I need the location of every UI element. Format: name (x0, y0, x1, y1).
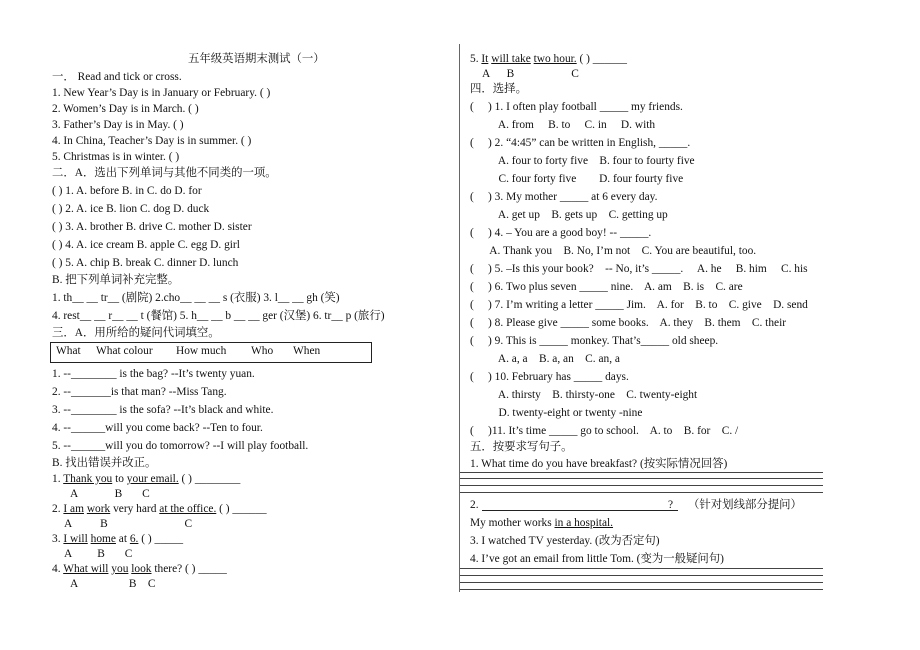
writing-q2: 2. (470, 499, 479, 511)
pronoun-item: 1. --________ is the bag? --It’s twenty yuan. (52, 368, 255, 380)
word-bank-item: When (293, 345, 321, 357)
word-bank-item: Who (251, 345, 274, 357)
error-letters: A B C (482, 68, 579, 80)
choice-line: ( ) 4. – You are a good boy! -- _____. (470, 227, 652, 239)
writing-q1: 1. What time do you have breakfast? (按实际情况回答) (470, 458, 728, 470)
writing-q2-hint: （针对划线部分提问） (688, 499, 802, 511)
error-item-1: 1. Thank you to your email. ( ) ________ (52, 473, 241, 485)
answer-rule (460, 568, 823, 569)
word-bank-box (50, 342, 372, 363)
choice-line: A. Thank you B. No, I’m not C. You are beautiful, too. (470, 245, 757, 257)
choice-line: A. get up B. gets up C. getting up (470, 209, 668, 221)
answer-rule (460, 582, 823, 583)
tick-item: 4. In China, Teacher’s Day is in summer. ( ) (52, 135, 252, 147)
error-letters: A B C (64, 548, 133, 560)
error-item-3: 3. I will home at 6. ( ) _____ (52, 533, 184, 545)
odd-one-out-item: ( ) 2. A. ice B. lion C. dog D. duck (52, 203, 210, 215)
odd-one-out-item: ( ) 1. A. before B. in C. do D. for (52, 185, 202, 197)
choice-line: ( ) 8. Please give _____ some books. A. they B. them C. their (470, 317, 787, 329)
spelling-line: 1. th__ __ tr__ (剧院) 2.cho__ __ __ s (衣服) 3. l__ __ gh (笑) (52, 292, 340, 304)
tick-item: 3. Father’s Day is in May. ( ) (52, 119, 184, 131)
section-3a-header: 三．A．用所给的疑问代词填空。 (52, 327, 220, 339)
answer-rule (460, 589, 823, 590)
choice-line: C. four forty five D. four fourty five (470, 173, 684, 185)
choice-line: A. a, a B. a, an C. an, a (470, 353, 620, 365)
error-item-5: 5. It will take two hour. ( ) ______ (470, 53, 627, 65)
word-bank-item: What (56, 345, 81, 357)
column-divider (459, 44, 460, 592)
error-item-2: 2. I am work very hard at the office. ( ) ______ (52, 503, 267, 515)
choice-line: ( ) 2. “4:45” can be written in English, _____. (470, 137, 691, 149)
page-title: 五年级英语期末测试（一） (188, 53, 325, 65)
odd-one-out-item: ( ) 4. A. ice cream B. apple C. egg D. girl (52, 239, 240, 251)
section-3b-header: B. 找出错误并改正。 (52, 457, 157, 469)
choice-line: ( )11. It’s time _____ go to school. A. to B. for C. / (470, 425, 739, 437)
writing-q3: 3. I watched TV yesterday. (改为否定句) (470, 535, 660, 547)
choice-line: ( ) 3. My mother _____ at 6 every day. (470, 191, 658, 203)
choice-line: A. thirsty B. thirsty-one C. twenty-eight (470, 389, 698, 401)
odd-one-out-item: ( ) 5. A. chip B. break C. dinner D. lunch (52, 257, 239, 269)
section-2a-header: 二．A．选出下列单词与其他不同类的一项。 (52, 167, 277, 179)
choice-line: ( ) 10. February has _____ days. (470, 371, 629, 383)
tick-item: 1. New Year’s Day is in January or February. ( ) (52, 87, 271, 99)
writing-q2-sentence: My mother works in a hospital. (470, 517, 614, 529)
error-letters: A B C (70, 488, 150, 500)
word-bank-item: How much (176, 345, 227, 357)
choice-line: ( ) 1. I often play football _____ my friends. (470, 101, 683, 113)
section-1-header: 一． Read and tick or cross. (52, 71, 182, 83)
choice-line: A. four to forty five B. four to fourty five (470, 155, 695, 167)
choice-line: D. twenty-eight or twenty -nine (470, 407, 643, 419)
tick-item: 5. Christmas is in winter. ( ) (52, 151, 180, 163)
answer-rule (460, 575, 823, 576)
answer-rule (460, 478, 823, 479)
choice-line: ( ) 5. –Is this your book? -- No, it’s _____. A. he B. him C. his (470, 263, 808, 275)
word-bank-item: What colour (96, 345, 153, 357)
pronoun-item: 3. --________ is the sofa? --It’s black and white. (52, 404, 274, 416)
choice-line: A. from B. to C. in D. with (470, 119, 656, 131)
section-2b-header: B. 把下列单词补充完整。 (52, 274, 180, 286)
section-5-header: 五．按要求写句子。 (470, 441, 573, 453)
error-item-4: 4. What will you look there? ( ) _____ (52, 563, 227, 575)
answer-rule (460, 472, 823, 473)
answer-rule (460, 485, 823, 486)
choice-line: ( ) 9. This is _____ monkey. That’s_____ old sheep. (470, 335, 719, 347)
answer-rule (460, 492, 823, 493)
tick-item: 2. Women’s Day is in March. ( ) (52, 103, 199, 115)
answer-blank (482, 510, 678, 511)
pronoun-item: 4. --______will you come back? --Ten to four. (52, 422, 263, 434)
writing-q4: 4. I’ve got an email from little Tom. (变为一般疑问句) (470, 553, 724, 565)
choice-line: ( ) 6. Two plus seven _____ nine. A. am B. is C. are (470, 281, 743, 293)
odd-one-out-item: ( ) 3. A. brother B. drive C. mother D. sister (52, 221, 252, 233)
error-letters: A B C (64, 518, 193, 530)
pronoun-item: 5. --______will you do tomorrow? --I will play football. (52, 440, 309, 452)
error-letters: A B C (70, 578, 156, 590)
spelling-line: 4. rest__ __ r__ __ t (餐馆) 5. h__ __ b __ __ ger (汉堡) 6. tr__ p (旅行) (52, 310, 385, 322)
writing-q2-qmark: ? (668, 499, 674, 511)
pronoun-item: 2. --_______is that man? --Miss Tang. (52, 386, 227, 398)
choice-line: ( ) 7. I’m writing a letter _____ Jim. A. for B. to C. give D. send (470, 299, 808, 311)
section-4-header: 四．选择。 (470, 83, 527, 95)
